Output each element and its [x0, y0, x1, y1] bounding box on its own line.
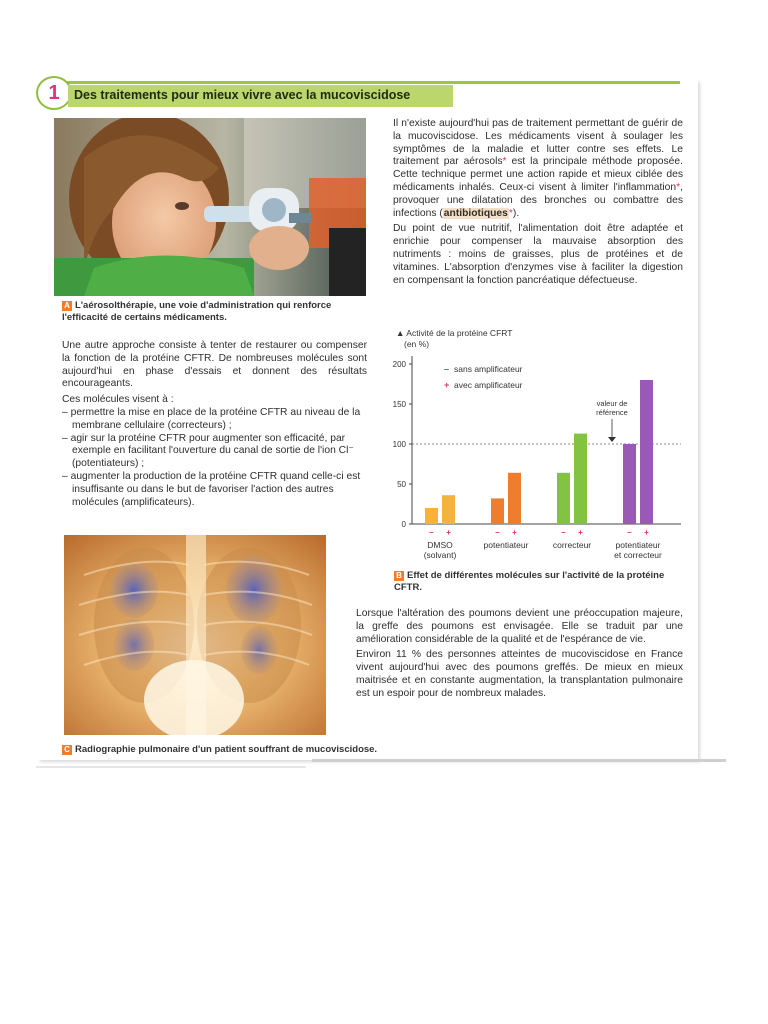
paragraph: Une autre approche consiste à tenter de restaurer ou compenser la fonction de la protéine CFTR. De nombreuses molécules sont aujourd'hui en phase d'essais et donnent des résultats encourageants.	[62, 340, 367, 390]
text-run: Il n'existe aujourd'hui pas de traitement permettant de guérir de la mucoviscidose. Les médicaments visent à soulager les symptômes de la maladie et lutter contre ses effets. Le traitement par aérosols	[393, 118, 683, 168]
legend-marker: +	[444, 380, 450, 390]
paragraph: Du point de vue nutritif, l'alimentation doit être adaptée et enrichie pour compenser la mauvaise absorption des nutriments : moins de graisses, plus de protéines et de vitamines. L'absorption d'enzymes vise à faciliter la digestion en compensant la fonction pancréatique défectueuse.	[393, 223, 683, 286]
doc-letter-badge: A	[62, 301, 72, 311]
left-column-text	[62, 340, 367, 509]
x-category-label: (solvant)	[423, 550, 457, 560]
bottom-right-text	[356, 608, 683, 704]
bar	[425, 508, 438, 524]
aerosol-therapy-photo	[54, 118, 366, 296]
reference-arrow-head	[608, 437, 616, 442]
x-category-label: DMSO	[427, 540, 453, 550]
bullet-list	[62, 407, 367, 509]
x-category-label: et correcteur	[614, 550, 662, 560]
doc-c-caption-text: Radiographie pulmonaire d'un patient souffrant de mucoviscidose.	[75, 744, 378, 755]
bar	[623, 444, 636, 524]
x-category-label: correcteur	[552, 540, 592, 550]
text-run: , provoquer une dilatation des bronches ou combattre des infections (	[393, 181, 683, 219]
right-column-text	[393, 118, 683, 290]
bar	[640, 380, 653, 524]
bar	[508, 473, 521, 524]
glossary-star: *	[676, 181, 681, 193]
bar	[442, 495, 455, 524]
bar	[557, 473, 570, 524]
chest-xray-image	[64, 535, 326, 735]
doc-letter-badge: B	[394, 571, 404, 581]
legend-label: sans amplificateur	[454, 364, 523, 374]
bar-series-marker: –	[561, 528, 566, 537]
bar-series-marker: –	[627, 528, 632, 537]
x-category-label: potentiateur	[483, 540, 529, 550]
paragraph: Environ 11 % des personnes atteintes de mucoviscidose en France vivent aujourd'hui avec des poumons greffés. De mieux en mieux maitrisée et en constante augmentation, la transplantation pulmonaire est un espoir pour de nombreux malades.	[356, 649, 683, 699]
glossary-star: *	[508, 207, 513, 219]
highlighted-term: antibiotiques	[443, 207, 508, 219]
bar-series-marker: +	[644, 528, 649, 537]
bar-series-marker: –	[429, 528, 434, 537]
y-tick-label: 100	[392, 440, 406, 449]
bar-series-marker: –	[495, 528, 500, 537]
list-intro: Ces molécules visent à :	[62, 394, 174, 406]
section-rule	[60, 81, 680, 84]
y-tick-label: 150	[392, 400, 406, 409]
paragraph	[393, 118, 683, 220]
paragraph: Lorsque l'altération des poumons devient une préoccupation majeure, la greffe des poumons est envisagée. Elle se traduit par une amélioration considérable de la qualité et de l'espérance de vie.	[356, 608, 683, 645]
bar	[491, 498, 504, 524]
legend-marker: –	[444, 364, 450, 374]
doc-b-caption	[394, 570, 694, 594]
doc-c-caption	[62, 744, 422, 756]
y-tick-label: 200	[392, 360, 406, 369]
list-item: – agir sur la protéine CFTR pour augmenter son efficacité, par exemple en facilitant l'ouverture du canal de sortie de l'ion Cl⁻ (potentiateurs) ;	[62, 432, 354, 470]
divider	[312, 759, 726, 762]
bar-series-marker: +	[512, 528, 517, 537]
text-run: ).	[512, 207, 520, 219]
text-run: est la principale méthode proposée. Cette technique permet une action rapide et mieux ciblée des médicaments inhalés. Ceux-ci visent à limiter l'inflammation	[393, 156, 683, 193]
reference-label: référence	[596, 408, 628, 417]
bar-series-marker: +	[446, 528, 451, 537]
list-item: – permettre la mise en place de la protéine CFTR au niveau de la membrane cellulaire (correcteurs) ;	[62, 406, 361, 431]
x-category-label: potentiateur	[615, 540, 661, 550]
glossary-star: *	[502, 156, 507, 168]
legend-label: avec amplificateur	[454, 380, 523, 390]
divider	[36, 766, 306, 768]
section-number-badge: 1	[36, 76, 72, 110]
reference-label: valeur de	[596, 399, 628, 408]
y-tick-label: 0	[401, 520, 406, 529]
section-title: Des traitements pour mieux vivre avec la mucoviscidose	[74, 88, 411, 102]
y-axis-label: (en %)	[404, 339, 430, 349]
y-axis-label: ▲ Activité de la protéine CFRT	[396, 328, 513, 338]
doc-b-caption-text: Effet de différentes molécules sur l'activité de la protéine CFTR.	[394, 570, 665, 593]
doc-a-caption-text: L'aérosolthérapie, une voie d'administration qui renforce l'efficacité de certains médicaments.	[62, 300, 332, 323]
bar-series-marker: +	[578, 528, 583, 537]
cftr-activity-chart	[376, 322, 696, 567]
doc-letter-badge: C	[62, 745, 72, 755]
bar	[574, 434, 587, 524]
section-title-band	[68, 85, 453, 107]
list-item: – augmenter la production de la protéine CFTR quand celle-ci est insuffisante ou dans le but de favoriser l'action des autres molécules (amplificateurs).	[62, 470, 361, 508]
y-tick-label: 50	[397, 480, 406, 489]
doc-a-caption	[62, 300, 362, 324]
